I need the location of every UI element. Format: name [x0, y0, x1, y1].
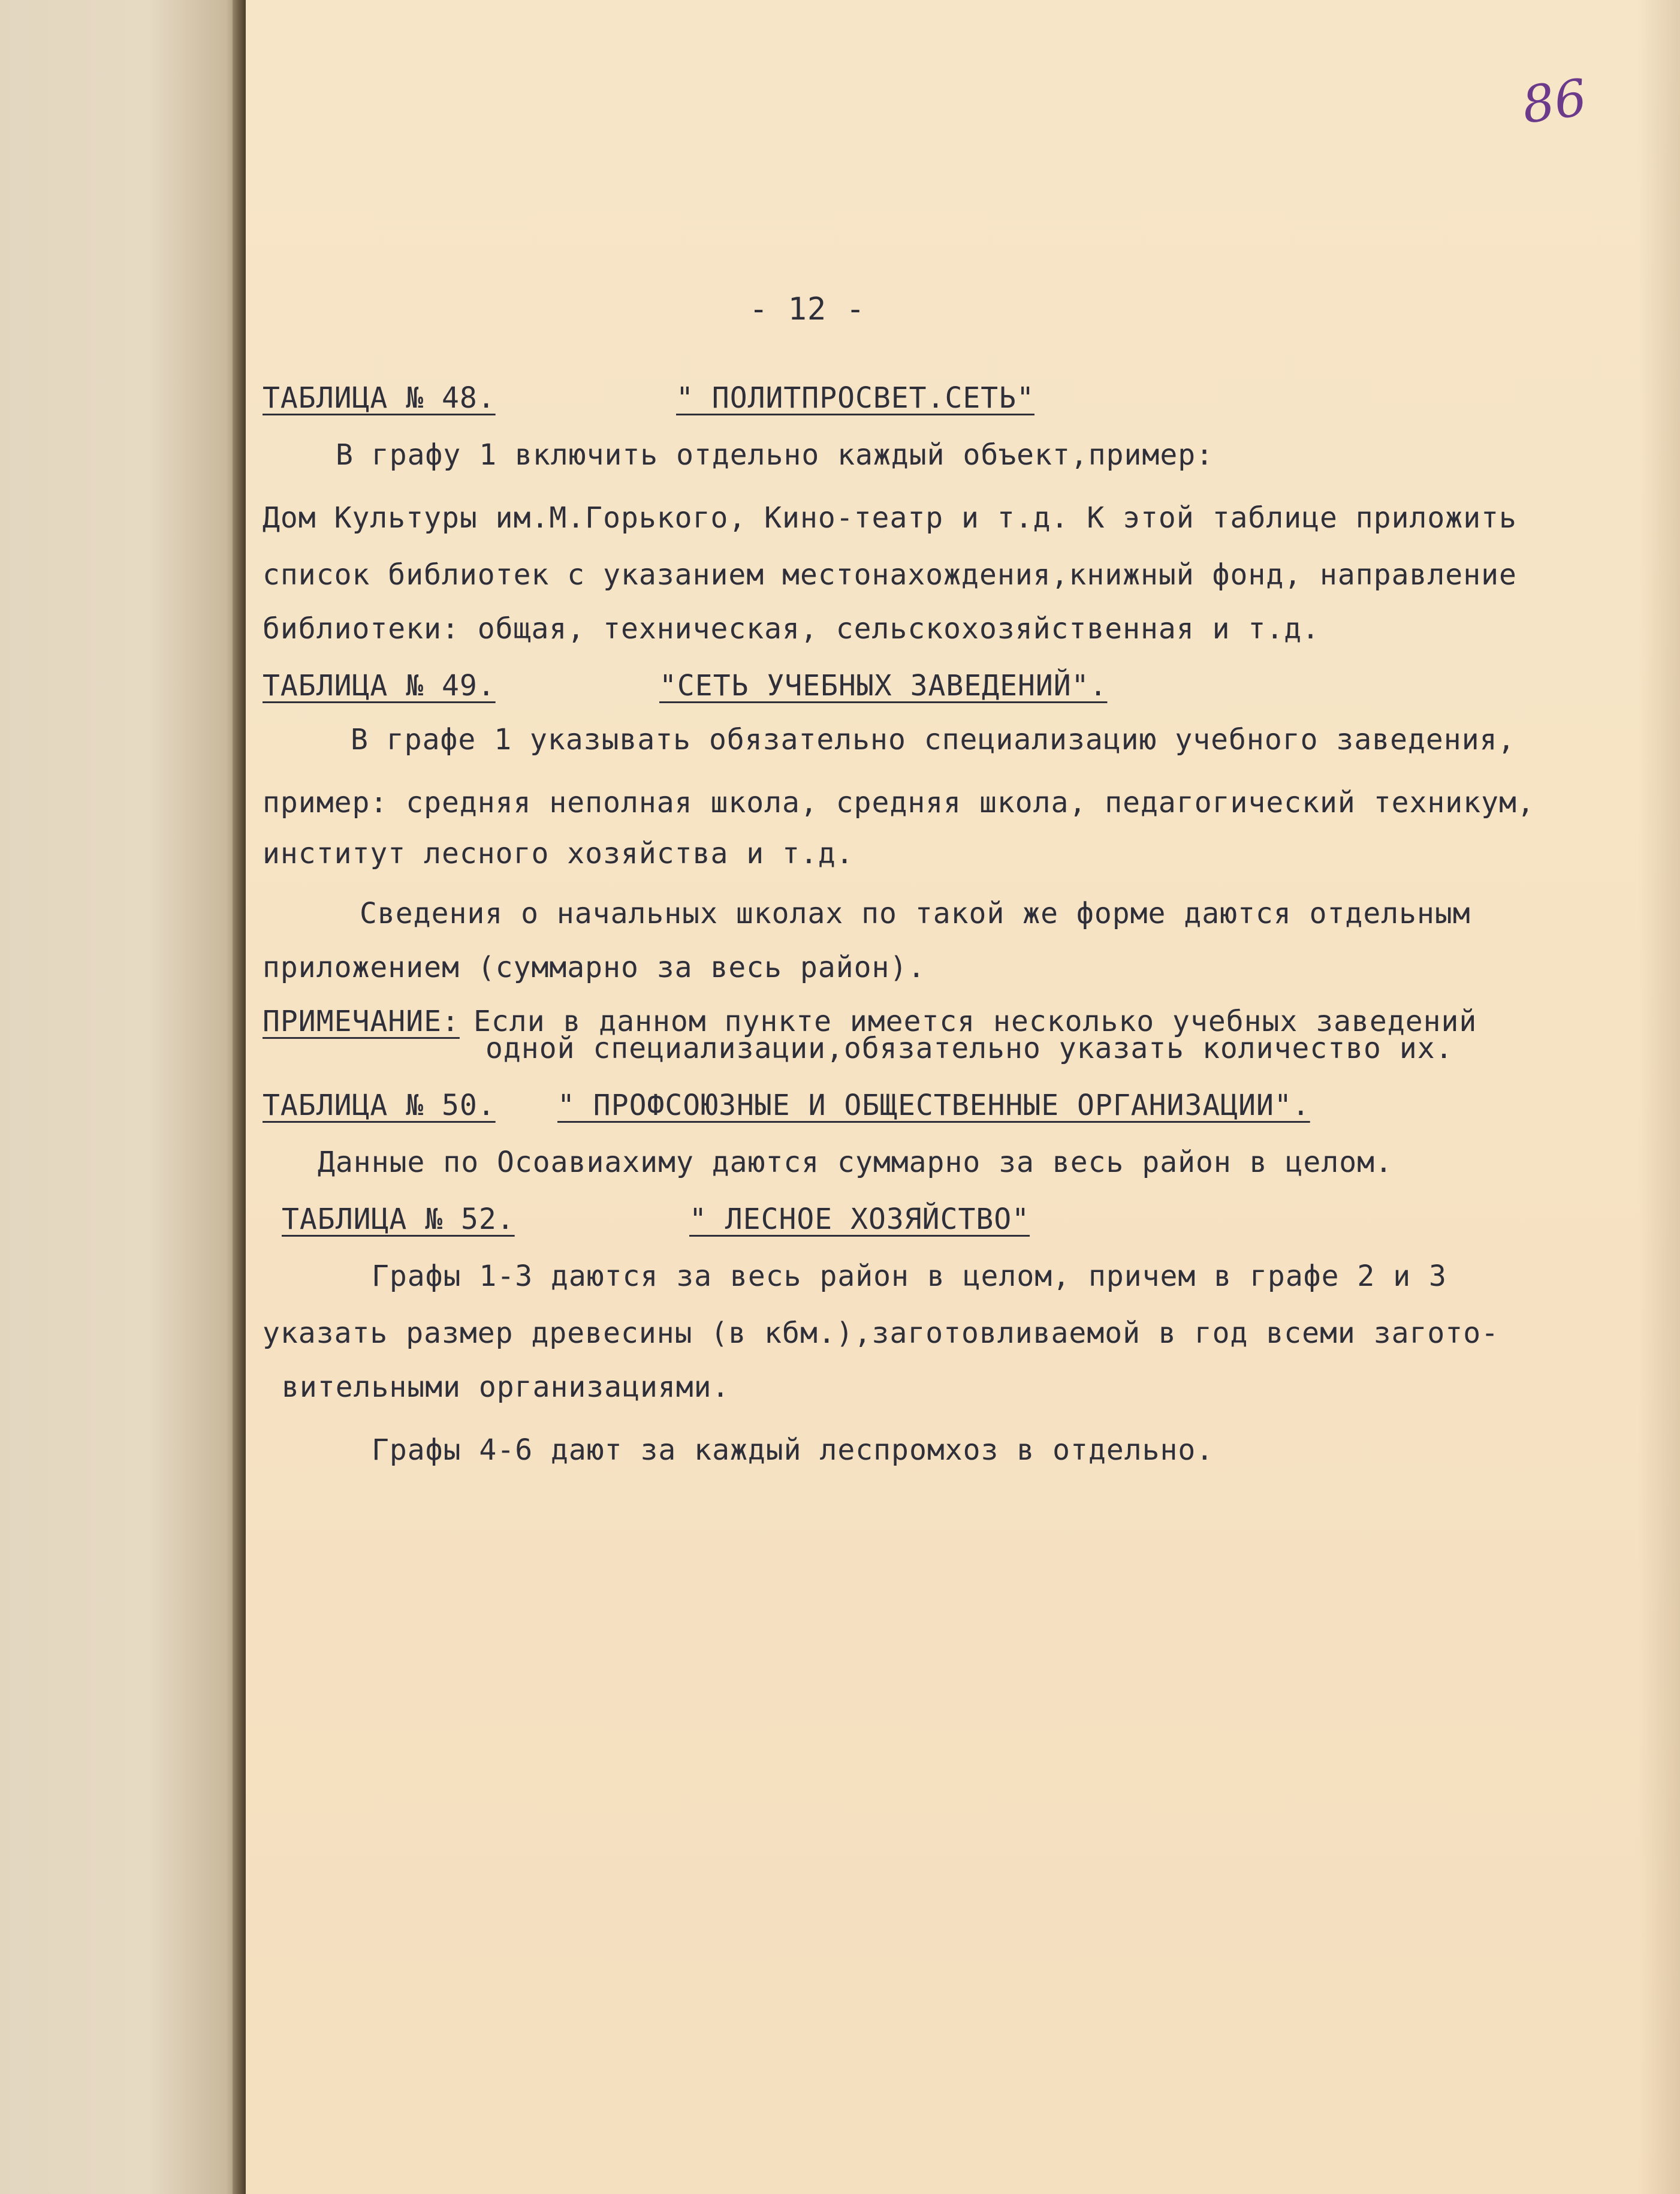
table-48-line-1: В графу 1 включить отдельно каждый объект,пример:: [336, 438, 1214, 472]
binding-shadow: [233, 0, 246, 2194]
table-52-line-2: указать размер древесины (в кбм.),заготовливаемой в год всеми загото-: [263, 1316, 1499, 1350]
table-52-line-3: вительными организациями.: [282, 1370, 730, 1404]
note-label: ПРИМЕЧАНИЕ:: [263, 1005, 460, 1038]
table-50-title: " ПРОФСОЮЗНЫЕ И ОБЩЕСТВЕННЫЕ ОРГАНИЗАЦИИ".: [557, 1089, 1310, 1122]
previous-page-strip: [0, 0, 246, 2194]
document-page: [246, 0, 1680, 2194]
table-49-line-2: пример: средняя неполная школа, средняя школа, педагогический техникум,: [263, 786, 1535, 819]
table-48-heading: ТАБЛИЦА № 48.: [263, 381, 496, 415]
table-50-heading: ТАБЛИЦА № 50.: [263, 1089, 496, 1122]
note-line-2: одной специализации,обязательно указать количество их.: [485, 1032, 1453, 1065]
note-line-1: Если в данном пункте имеется несколько учебных заведений: [473, 1005, 1477, 1038]
table-48-line-4: библиотеки: общая, техническая, сельскохозяйственная и т.д.: [263, 612, 1320, 646]
folio-number: 86: [1518, 68, 1591, 135]
table-52-title: " ЛЕСНОЕ ХОЗЯЙСТВО": [689, 1203, 1030, 1236]
table-48-line-2: Дом Культуры им.М.Горького, Кино-театр и т.д. К этой таблице приложить: [263, 501, 1517, 535]
table-52-line-4: Графы 4-6 дают за каждый леспромхоз в отдельно.: [372, 1433, 1214, 1467]
table-52-heading: ТАБЛИЦА № 52.: [282, 1203, 515, 1236]
table-49-title: "СЕТЬ УЧЕБНЫХ ЗАВЕДЕНИЙ".: [659, 669, 1108, 703]
table-48-line-3: список библиотек с указанием местонахождения,книжный фонд, направление: [263, 558, 1517, 592]
table-49-line-1: В графе 1 указывать обязательно специализацию учебного заведения,: [351, 723, 1516, 757]
table-49-line-5: приложением (суммарно за весь район).: [263, 951, 926, 984]
table-49-heading: ТАБЛИЦА № 49.: [263, 669, 496, 703]
table-48-title: " ПОЛИТПРОСВЕТ.СЕТЬ": [676, 381, 1034, 415]
table-50-line-1: Данные по Осоавиахиму даются суммарно за весь район в целом.: [318, 1146, 1393, 1179]
page-number: - 12 -: [749, 291, 865, 327]
page-edge-shade: [1638, 0, 1680, 2194]
table-49-line-3: институт лесного хозяйства и т.д.: [263, 837, 854, 870]
table-49-line-4: Сведения о начальных школах по такой же форме даются отдельным: [360, 897, 1471, 930]
table-52-line-1: Графы 1-3 даются за весь район в целом, причем в графе 2 и 3: [372, 1259, 1447, 1293]
